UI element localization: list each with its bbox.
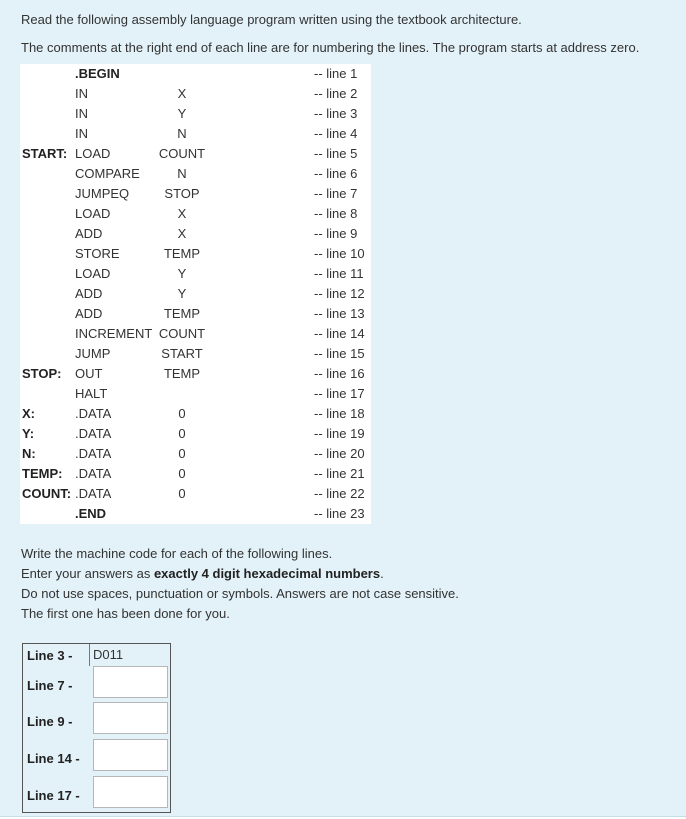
answer-input-line-14[interactable]	[93, 739, 168, 771]
program-line-label: COUNT:	[22, 486, 72, 501]
program-line	[20, 164, 371, 184]
program-line	[20, 424, 371, 444]
program-line-opcode: ADD	[75, 226, 103, 241]
program-line-comment: -- line 13	[314, 306, 365, 321]
instruction-text-1: Write the machine code for each of the following lines.	[21, 546, 333, 561]
program-line-opcode: .DATA	[75, 466, 112, 481]
program-line-comment: -- line 4	[314, 126, 358, 141]
program-line	[20, 104, 371, 124]
program-line	[20, 484, 371, 504]
program-line-comment: -- line 2	[314, 86, 358, 101]
program-line-operand: START	[161, 346, 203, 361]
answer-label-line-14: Line 14 -	[27, 751, 80, 766]
program-line-opcode: COMPARE	[75, 166, 140, 181]
assembly-program-listing	[20, 64, 371, 524]
program-line-comment: -- line 1	[314, 66, 358, 81]
program-line-label: TEMP:	[22, 466, 63, 481]
program-line-comment: -- line 12	[314, 286, 365, 301]
answers-table	[22, 643, 171, 813]
program-line	[20, 444, 371, 464]
answer-input-line-7[interactable]	[93, 666, 168, 698]
program-line-opcode: .BEGIN	[75, 66, 120, 81]
instruction-text-2-suffix: .	[380, 566, 384, 581]
program-line-comment: -- line 10	[314, 246, 365, 261]
program-line	[20, 124, 371, 144]
program-line-operand: TEMP	[163, 366, 201, 381]
program-line-operand: 0	[178, 486, 186, 501]
program-line	[20, 84, 371, 104]
program-line-opcode: JUMP	[75, 346, 111, 361]
program-line-opcode: .DATA	[75, 406, 112, 421]
program-line-opcode: LOAD	[75, 266, 111, 281]
program-line-opcode: .END	[75, 506, 107, 521]
program-line-operand: 0	[178, 406, 186, 421]
program-line-operand: 0	[178, 426, 186, 441]
program-line	[20, 264, 371, 284]
program-line-comment: -- line 20	[314, 446, 365, 461]
program-line-opcode: .DATA	[75, 426, 112, 441]
program-line-opcode: IN	[75, 106, 88, 121]
program-line-opcode: OUT	[75, 366, 103, 381]
program-line	[20, 464, 371, 484]
program-line	[20, 304, 371, 324]
program-line-operand: N	[177, 166, 187, 181]
program-line-operand: COUNT	[158, 146, 206, 161]
program-line-comment: -- line 3	[314, 106, 358, 121]
program-line	[20, 324, 371, 344]
program-line-opcode: HALT	[75, 386, 108, 401]
program-line-operand: 0	[178, 466, 186, 481]
instruction-text-2	[21, 566, 384, 581]
program-line-comment: -- line 23	[314, 506, 365, 521]
program-line	[20, 344, 371, 364]
program-line-label: Y:	[22, 426, 35, 441]
program-line-operand: N	[177, 126, 187, 141]
program-line-operand: X	[177, 226, 187, 241]
program-line-comment: -- line 5	[314, 146, 358, 161]
program-line	[20, 224, 371, 244]
program-line	[20, 64, 371, 84]
program-line-comment: -- line 16	[314, 366, 365, 381]
program-line-opcode: ADD	[75, 306, 103, 321]
program-line-operand: STOP	[164, 186, 200, 201]
program-line-operand: TEMP	[163, 246, 201, 261]
program-line	[20, 204, 371, 224]
program-line-comment: -- line 9	[314, 226, 358, 241]
program-line	[20, 284, 371, 304]
program-line-label: N:	[22, 446, 36, 461]
program-line-comment: -- line 6	[314, 166, 358, 181]
program-line-opcode: ADD	[75, 286, 103, 301]
answer-label-line-9: Line 9 -	[27, 714, 73, 729]
program-line-comment: -- line 7	[314, 186, 358, 201]
instruction-text-4: The first one has been done for you.	[21, 606, 230, 621]
program-line-operand: X	[177, 86, 187, 101]
program-line-opcode: IN	[75, 126, 88, 141]
program-line-opcode: .DATA	[75, 446, 112, 461]
program-line-comment: -- line 15	[314, 346, 365, 361]
intro-text-1: Read the following assembly language program written using the textbook architecture.	[21, 12, 522, 27]
program-line-operand: X	[177, 206, 187, 221]
program-line-operand: TEMP	[163, 306, 201, 321]
program-line	[20, 384, 371, 404]
answer-label-line-7: Line 7 -	[27, 678, 73, 693]
instruction-text-3: Do not use spaces, punctuation or symbols. Answers are not case sensitive.	[21, 586, 459, 601]
program-line	[20, 144, 371, 164]
program-line-opcode: IN	[75, 86, 88, 101]
program-line-operand: Y	[177, 286, 187, 301]
program-line	[20, 504, 371, 524]
program-line-comment: -- line 14	[314, 326, 365, 341]
answer-input-line-17[interactable]	[93, 776, 168, 808]
program-line-comment: -- line 19	[314, 426, 365, 441]
program-line-opcode: JUMPEQ	[75, 186, 130, 201]
program-line-operand: COUNT	[158, 326, 206, 341]
program-line	[20, 184, 371, 204]
intro-text-2: The comments at the right end of each line are for numbering the lines. The program starts at address zero.	[21, 40, 640, 55]
program-line-comment: -- line 21	[314, 466, 365, 481]
program-line-opcode: INCREMENT	[75, 326, 153, 341]
answer-input-line-9[interactable]	[93, 702, 168, 734]
program-line-opcode: LOAD	[75, 146, 111, 161]
answer-value-line-3: D011	[89, 644, 169, 666]
program-line	[20, 404, 371, 424]
program-line-label: X:	[22, 406, 35, 421]
answer-label-line-3: Line 3 -	[27, 648, 73, 663]
program-line-operand: Y	[177, 106, 187, 121]
program-line-opcode: STORE	[75, 246, 120, 261]
program-line-opcode: LOAD	[75, 206, 111, 221]
program-line-label: START:	[22, 146, 68, 161]
program-line	[20, 364, 371, 384]
answer-label-line-17: Line 17 -	[27, 788, 80, 803]
program-line-label: STOP:	[22, 366, 62, 381]
program-line-comment: -- line 17	[314, 386, 365, 401]
program-line-opcode: .DATA	[75, 486, 112, 501]
program-line-comment: -- line 22	[314, 486, 365, 501]
program-line-operand: Y	[177, 266, 187, 281]
program-line	[20, 244, 371, 264]
program-line-operand: 0	[178, 446, 186, 461]
program-line-comment: -- line 11	[314, 266, 364, 281]
program-line-comment: -- line 8	[314, 206, 358, 221]
program-line-comment: -- line 18	[314, 406, 365, 421]
instruction-text-2-bold: exactly 4 digit hexadecimal numbers	[153, 566, 381, 581]
instruction-text-2-prefix: Enter your answers as	[21, 566, 154, 581]
